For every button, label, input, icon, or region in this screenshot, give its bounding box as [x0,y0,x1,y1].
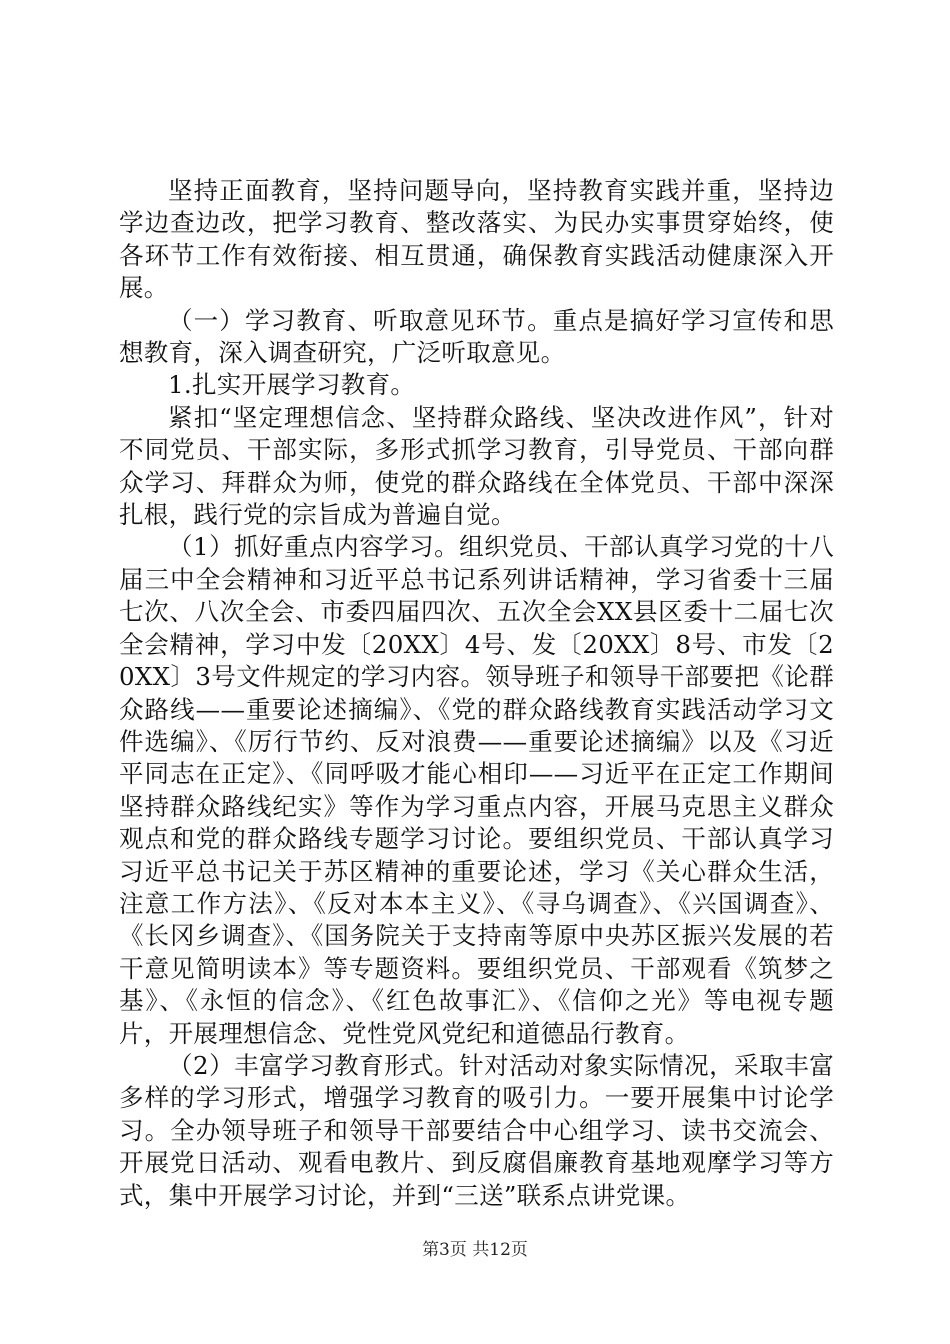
page-number-footer: 第3页 共12页 [422,1240,528,1260]
document-body [119,175,834,1212]
paragraph-section-heading: （一）学习教育、听取意见环节。重点是搞好学习宣传和思想教育，深入调查研究，广泛听取意见。 [119,305,834,368]
paragraph-key-content: （1）抓好重点内容学习。组织党员、干部认真学习党的十八届三中全会精神和习近平总书记系列讲话精神，学习省委十三届七次、八次全会、市委四届四次、五次全会XX县区委十二届七次全会精神，学习中发〔20XX〕4号、发〔20XX〕8号、市发〔20XX〕3号文件规定的学习内容。领导班子和领导干部要把《论群众路线——重要论述摘编》、《党的群众路线教育实践活动学习文件选编》、《厉行节约、反对浪费——重要论述摘编》以及《习近平同志在正定》、《同呼吸才能心相印——习近平在正定工作期间坚持群众路线纪实》等作为学习重点内容，开展马克思主义群众观点和党的群众路线专题学习讨论。要组织党员、干部认真学习习近平总书记关于苏区精神的重要论述，学习《关心群众生活，注意工作方法》、《反对本本主义》、《寻乌调查》、《兴国调查》、《长冈乡调查》、《国务院关于支持南等原中央苏区振兴发展的若干意见简明读本》等专题资料。要组织党员、干部观看《筑梦之基》、《永恒的信念》、《红色故事汇》、《信仰之光》等电视专题片，开展理想信念、党性党风党纪和道德品行教育。 [119,532,834,1048]
paragraph-intro: 坚持正面教育，坚持问题导向，坚持教育实践并重，坚持边学边查边改，把学习教育、整改落实、为民办实事贯穿始终，使各环节工作有效衔接、相互贯通，确保教育实践活动健康深入开展。 [119,176,834,303]
paragraph-mass-line: 紧扣“坚定理想信念、坚持群众路线、坚决改进作风”，针对不同党员、干部实际，多形式抓学习教育，引导党员、干部向群众学习、拜群众为师，使党的群众路线在全体党员、干部中深深扎根，践行党的宗旨成为普遍自觉。 [119,402,834,530]
paragraph-study-forms: （2）丰富学习教育形式。针对活动对象实际情况，采取丰富多样的学习形式，增强学习教育的吸引力。一要开展集中讨论学习。全办领导班子和领导干部要结合中心组学习、读书交流会、开展党日活动、观看电教片、到反腐倡廉教育基地观摩学习等方式，集中开展学习讨论，并到“三送”联系点讲党课。 [119,1050,834,1210]
paragraph-subheading: 1.扎实开展学习教育。 [168,370,416,400]
